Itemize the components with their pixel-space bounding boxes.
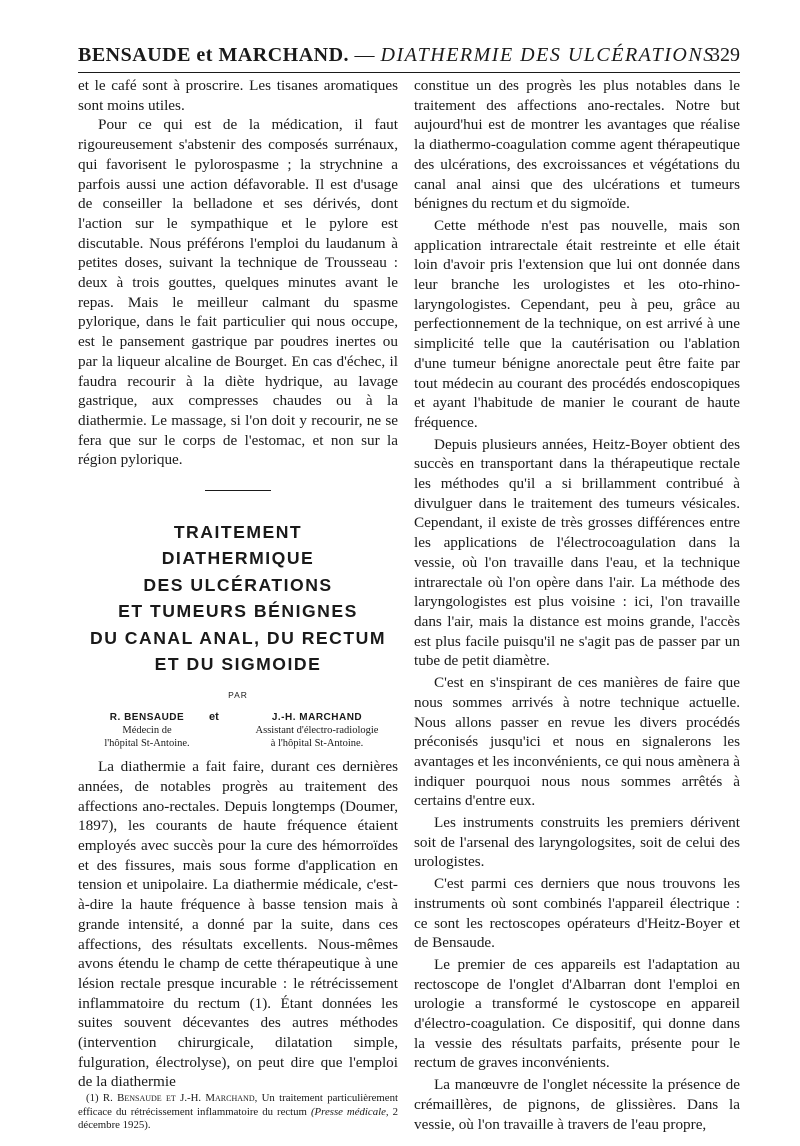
author-affiliation: à l'hôpital St-Antoine. <box>270 738 364 750</box>
paragraph-intro-diathermie: La diathermie a fait faire, durant ces dernières années, de notables progrès au traitement des affections ano-rectales. Depuis longtemps (Doumer, 1897), les courants de haute fréquence étaient employés avec succès pour la cure des hémorroïdes et des fissures, mais sous forme d'application en tension et unipolaire. La diathermie médicale, c'est-à-dire la haute fréquence à basse tension mais à grande intensité, a donné par la suite, dans ces affections, des résultats excellents. Nous-mêmes avons étendu le champ de cette thérapeutique à une lésion rectale presque incurable : le rétrécissement inflammatoire du rectum (1). Étant données les suites souvent décevantes des autres méthodes (intervention chirurgicale, dilatation simple, fulguration, électrolyse), on peut dire que l'emploi de la diathermie <box>78 758 398 1091</box>
footnote-text: Un traitement particulièrement efficace du rétrécissement inflammatoire du rectum <box>78 1092 398 1118</box>
author-role: Médecin de <box>122 725 172 737</box>
running-head-subject: DIATHERMIE DES ULCÉRATIONS <box>380 44 715 66</box>
author-block <box>78 711 398 757</box>
footnote-date: 2 décembre 1925). <box>78 1105 398 1131</box>
paragraph-medication: Pour ce qui est de la médication, il faut rigoureusement s'abstenir des composés surrénaux, qui favorisent le pylorospasme ; la strychnine a parfois aussi une action défavorable. Il est d'usage de conseiller la belladone et ses dérivés, dont l'action sur le sympathique et le pylore est discutable. Nous préférons l'emploi du laudanum à petites doses, suivant la technique de Trousseau : deux à trois gouttes, quelques minutes avant le repas. Mais le meilleur calmant du spasme pylorique, dans le fait particulier qui nous occupe, est le pansement gastrique par poudres inertes ou par la liqueur alcaline de Bourget. En cas d'échec, il faudra recourir à la diète hydrique, au lavage gastrique, aux compresses chaudes ou à la diathermie. Le massage, si l'on doit y recourir, ne se fera que sur le corps de l'estomac, et non sur la région pylorique. <box>78 116 398 469</box>
author-name: J.-H. MARCHAND <box>271 712 363 724</box>
author-name: R. BENSAUDE <box>109 712 185 724</box>
article-title-line: DIATHERMIQUE <box>161 548 315 569</box>
article-title-line: ET TUMEURS BÉNIGNES <box>118 601 358 622</box>
paragraph-rectoscopes: C'est parmi ces derniers que nous trouvons les instruments où sont combinés l'appareil électrique : ce sont les rectoscopes opérateurs d'Heitz-Boyer et de Bensaude. <box>414 875 740 952</box>
paragraph-manoeuvre: La manœuvre de l'onglet nécessite la présence de crémaillères, de pignons, de glissières. Dans la vessie, où l'on travaille à travers de l'eau propre, <box>414 1076 740 1133</box>
page-number: 329 <box>710 44 740 66</box>
paragraph-instruments: Les instruments construits les premiers dérivent soit de l'arsenal des laryngologsites, soit de celui des urologistes. <box>414 814 740 871</box>
footnote-journal: (Presse médicale, <box>310 1105 389 1118</box>
article-title-line: TRAITEMENT <box>173 522 303 543</box>
paragraph-heitz-boyer: Depuis plusieurs années, Heitz-Boyer obtient des succès en transportant dans la thérapeutique rectale les méthodes qu'il a si brillamment contribué à divulguer dans le traitement des tumeurs vésicales. Cependant, il existe de très grosses différences entre les applications de l'électrocoagulation dans la vessie, où l'on travaille dans l'eau, et la technique intrarectale où l'on opère dans l'air. La méthode des laryngologistes est plus voisine : ici, l'on travaille dans l'air, mais la distance est moins grande, l'accès est plus facile puisqu'il ne s'agit pas de passer par un tube de petit diamètre. <box>414 435 740 670</box>
author-marchand <box>236 711 398 750</box>
by-label: PAR <box>228 689 248 700</box>
right-column <box>414 76 740 1134</box>
paragraph-methode: Cette méthode n'est pas nouvelle, mais son application intrarectale était restreinte et elle était loin d'avoir pris l'extension que lui ont donnée dans leur branche les urologistes et les oto-rhino-laryngologistes. Cependant, peu à peu, grâce au perfectionnement de la technique, on est arrivé à une simplicité telle que la cautérisation ou l'ablation d'une tumeur bénigne anorectale peut être faite par tout médecin au courant des procédés endoscopiques et ayant l'habitude de manier le courant de haute fréquence. <box>414 216 740 431</box>
author-bensaude <box>86 711 208 750</box>
article-title-line: ET DU SIGMOIDE <box>154 654 322 675</box>
paragraph-continued: constitue un des progrès les plus notables dans le traitement des affections ano-rectales. Notre but aujourd'hui est de montrer les avantages que réalise la diathermo-coagulation comme agent thérapeutique des ulcérations, des excroissances et végétations du canal anal ainsi que des ulcérations et tumeurs bénignes du rectum et du sigmoïde. <box>414 77 740 213</box>
left-column <box>78 76 398 1132</box>
running-head-authors: BENSAUDE et MARCHAND. <box>78 44 350 66</box>
paragraph-continued: et le café sont à proscrire. Les tisanes aromatiques sont moins utiles. <box>78 77 398 114</box>
author-affiliation: l'hôpital St-Antoine. <box>104 738 190 750</box>
running-head <box>78 38 740 73</box>
article-title-line: DU CANAL ANAL, DU RECTUM <box>90 627 386 648</box>
author-role: Assistant d'électro-radiologie <box>255 725 379 737</box>
footnote-marker: (1) <box>86 1092 99 1105</box>
running-head-title <box>78 44 715 67</box>
footnote-authors: R. Bensaude et J.-H. Marchand, <box>102 1092 258 1105</box>
running-head-dash: — <box>349 44 381 66</box>
author-conjunction: et <box>209 711 219 724</box>
article-title-line: DES ULCÉRATIONS <box>143 574 333 595</box>
article-title <box>78 519 398 677</box>
section-separator <box>205 490 271 491</box>
paragraph-onglet-albarran: Le premier de ces appareils est l'adaptation au rectoscope de l'onglet d'Albarran dont l'emploi en urologie a transformé le cystoscope en appareil d'électro-coagulation. Ce dispositif, qui donne dans la vessie des résultats parfaits, présente pour le rectum de graves inconvénients. <box>414 955 740 1072</box>
footnote <box>78 1092 398 1132</box>
paragraph-technique: C'est en s'inspirant de ces manières de faire que nous sommes arrivés à notre technique actuelle. Nous allons passer en revue les divers procédés préconisés jusqu'ici et nous en signalerons les avantages et les inconvénients, ce qui nous amènera à indiquer pourquoi nous nous sommes arrêtés à certains d'entre eux. <box>414 674 740 810</box>
